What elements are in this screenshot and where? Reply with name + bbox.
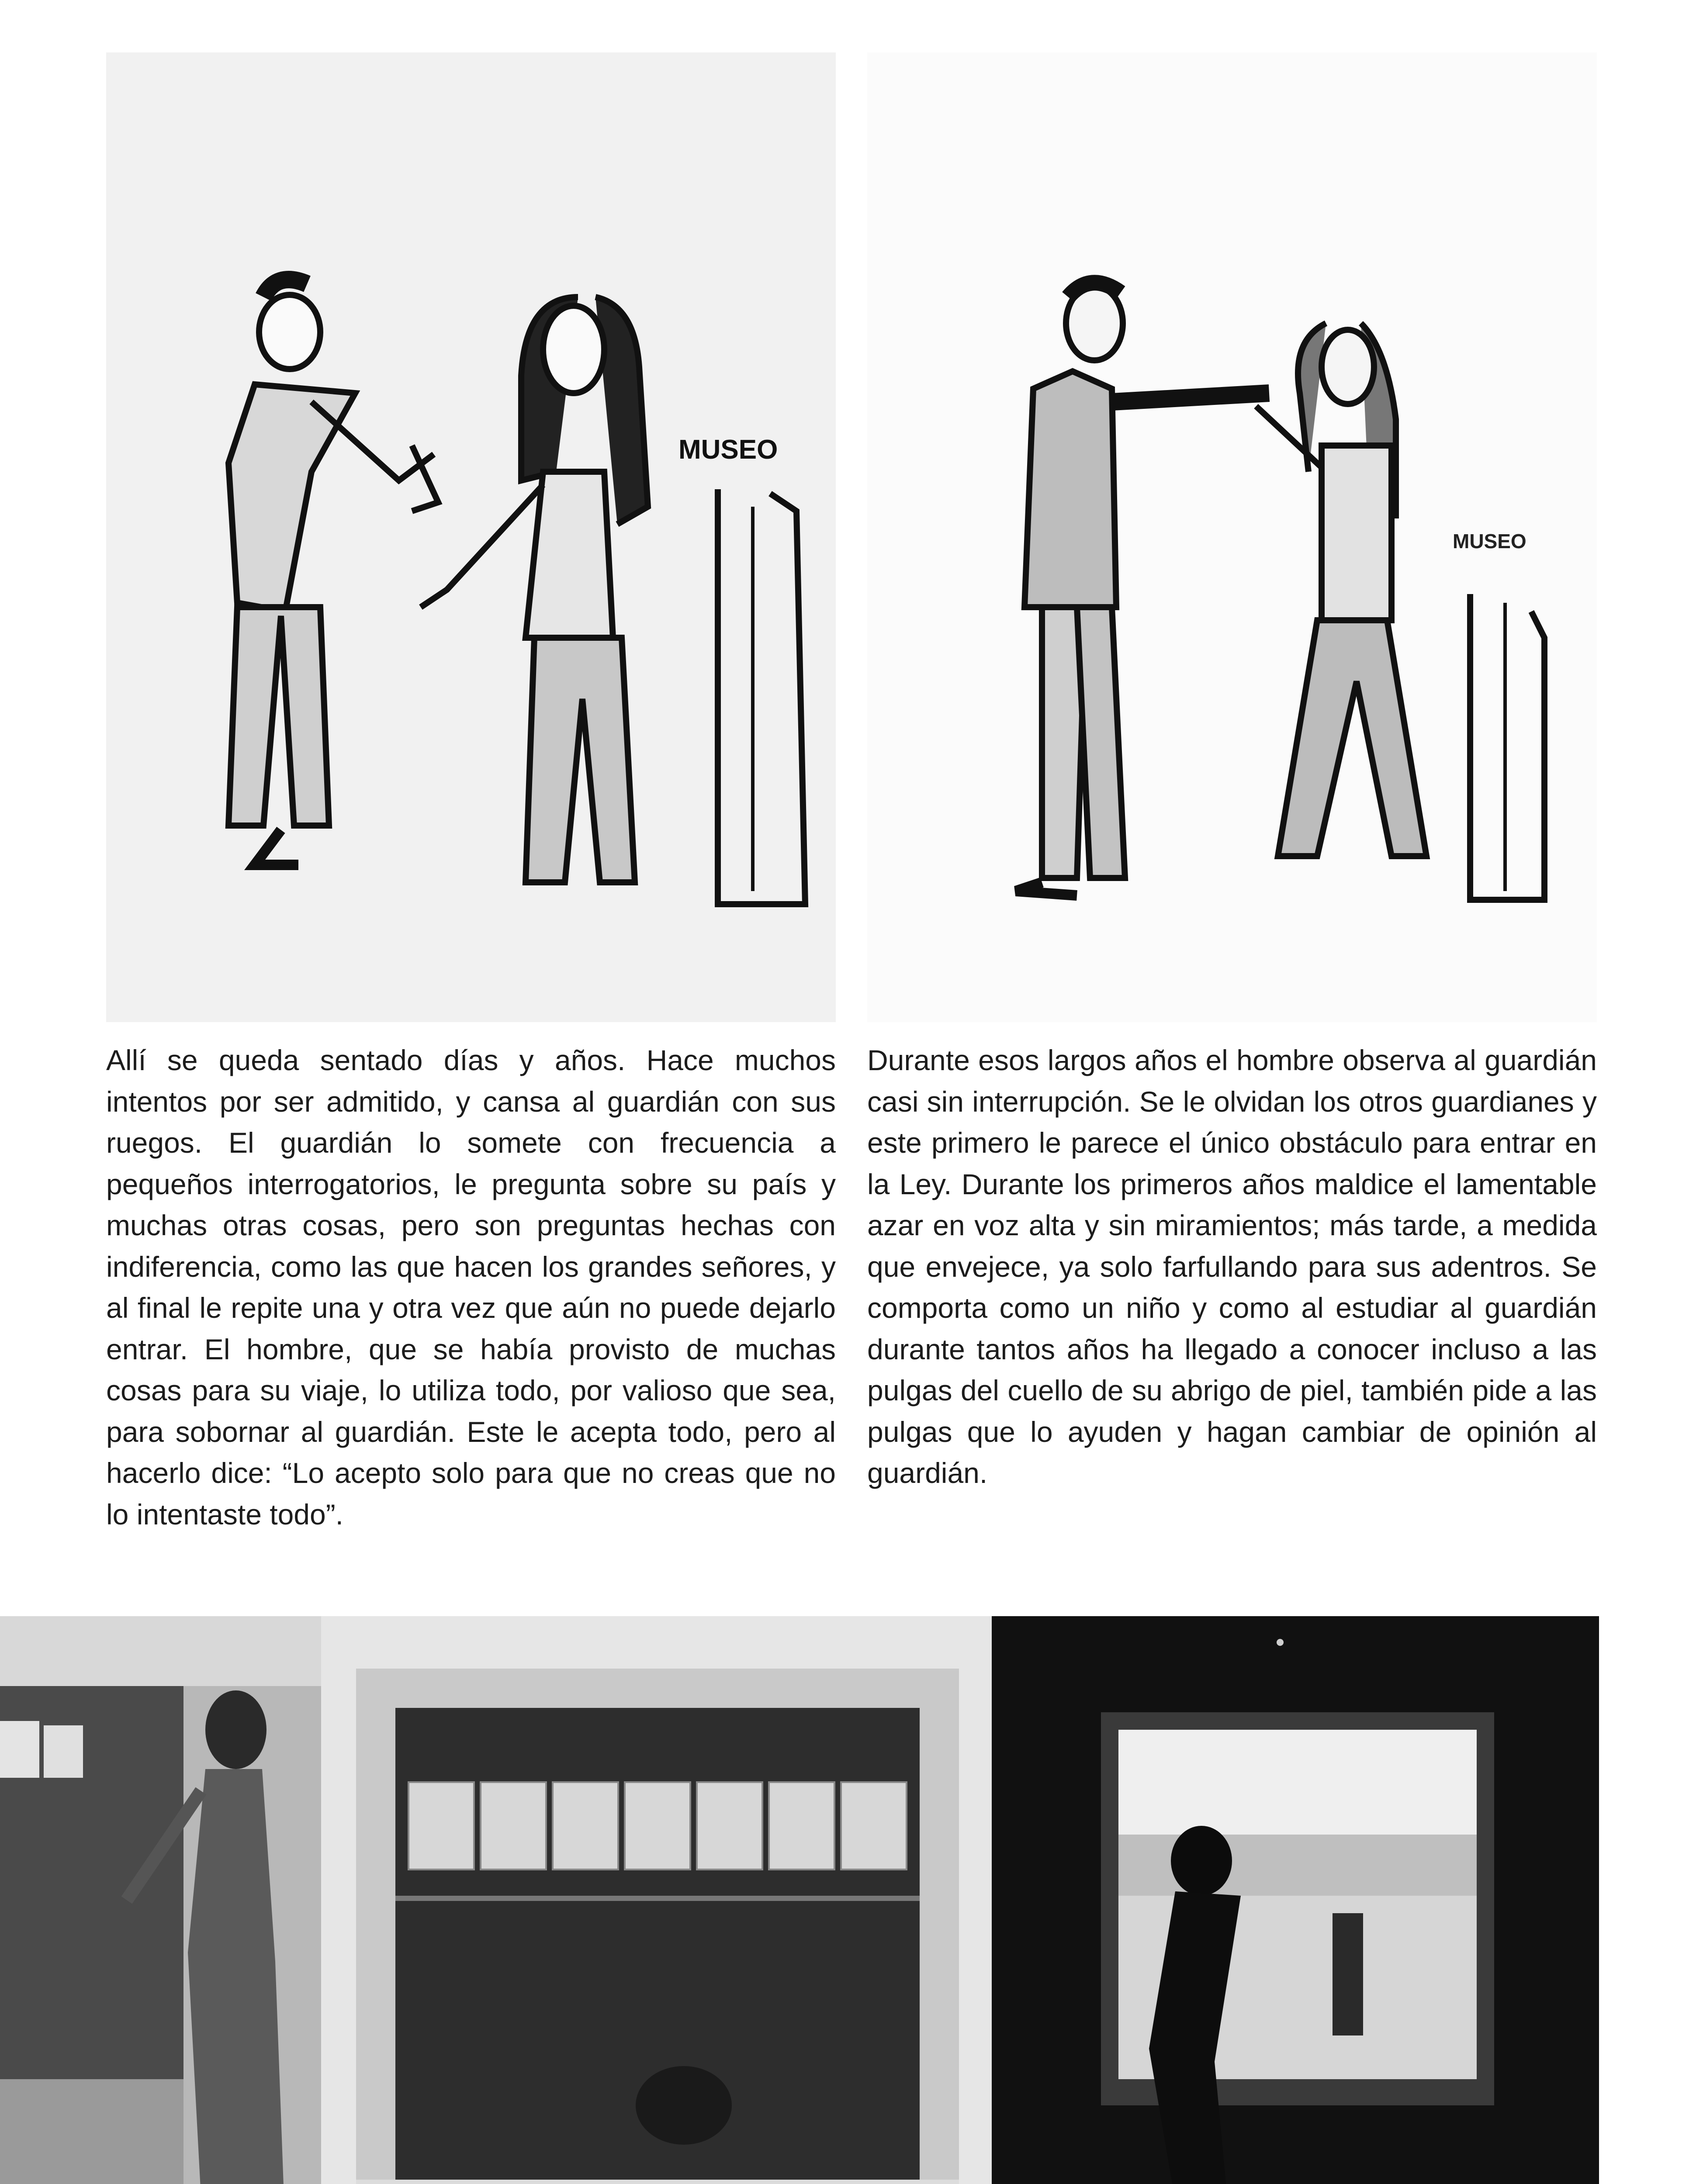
illustration-left-sign: MUSEO bbox=[678, 435, 778, 465]
photo-night-window bbox=[992, 1616, 1599, 2184]
illustration-right bbox=[867, 52, 1597, 1022]
illustration-left bbox=[106, 52, 836, 1022]
body-text-right-column: Durante esos largos años el hombre observa al guardián casi sin interrupción. Se le olvidan los otros guardianes y este primero le parece el único obstáculo para entrar en la Ley. Durante los primeros años maldice el lamentable azar en voz alta y sin miramientos; más tarde, a medida que envejece, ya solo farfullando para sus adentros. Se comporta como un niño y como al estudiar al guardián durante tantos años ha llegado a conocer incluso a las pulgas del cuello de su abrigo de piel, también pide a las pulgas que lo ayuden y hagan cambiar de opinión al guardián. bbox=[867, 1044, 1597, 1489]
framed-drawings-row bbox=[408, 1782, 907, 1870]
photo-woman-at-window bbox=[0, 1616, 321, 2184]
body-text-left-column: Allí se queda sentado días y años. Hace muchos intentos por ser admitido, y cansa al guardián con sus ruegos. El guardián lo somete con frecuencia a pequeños interrogatorios, le pregunta sobre su país y muchas otras cosas, pero son preguntas hechas con indiferencia, como las que hacen los grandes señores, y al final le repite una y otra vez que aún no puede dejarlo entrar. El hombre, que se había provisto de muchas cosas para su viaje, lo utiliza todo, por valioso que sea, para sobornar al guardián. Este le acepta todo, pero al hacerlo dice: “Lo acepto solo para que no creas que no lo intentaste todo”. bbox=[106, 1044, 836, 1531]
illustration-right-sign: MUSEO bbox=[1453, 530, 1526, 553]
photo-gallery-window bbox=[321, 1616, 992, 2184]
